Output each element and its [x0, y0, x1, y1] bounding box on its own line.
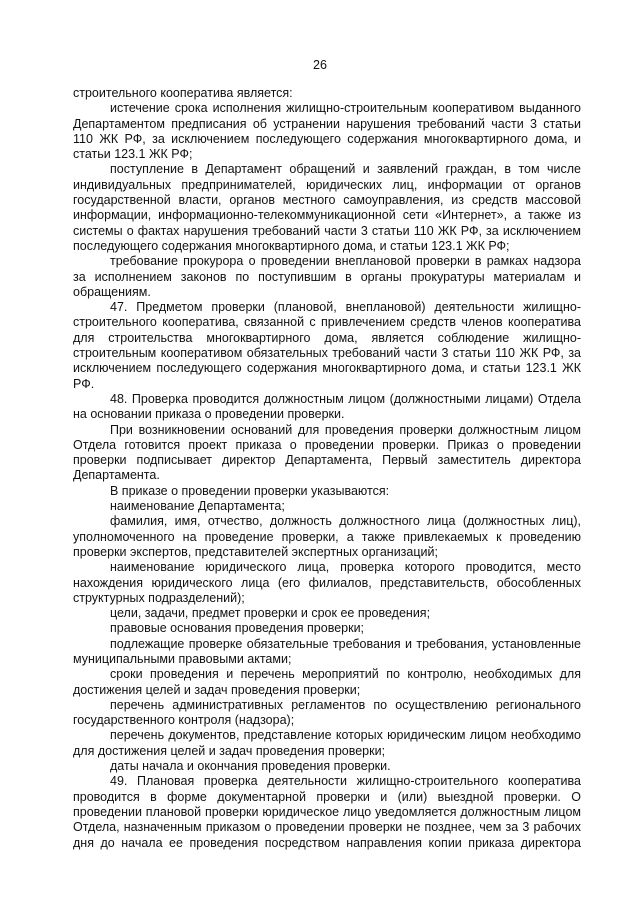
paragraph: цели, задачи, предмет проверки и срок ее проведения;	[110, 606, 431, 621]
paragraph-item-49: 49. Плановая проверка деятельности жилищно-строительного кооператива проводится в форме документарной проверки и (или) выездной проверки. О проведении плановой проверки юридическое лицо уведомляется должностным лицом Отдела, назначенным приказом о проведении проверки не позднее, чем за 3 рабочих дня до начала ее проведения посредством направления копии приказа директора	[73, 774, 581, 850]
document-body	[73, 86, 581, 851]
paragraph: фамилия, имя, отчество, должность должностного лица (должностных лиц), уполномоченного на проведение проверки, а также привлекаемых к проведению проверки экспертов, представителей экспертных организаций;	[73, 514, 581, 559]
page-number: 26	[313, 58, 327, 72]
paragraph: истечение срока исполнения жилищно-строительным кооперативом выданного Департаментом предписания об устранении нарушения требований части 3 статьи 110 ЖК РФ, за исключением последующего содержания многоквартирного дома, и статьи 123.1 ЖК РФ;	[73, 101, 581, 162]
paragraph: При возникновении оснований для проведения проверки должностным лицом Отдела готовится проект приказа о проведении проверки. Приказ о проведении проверки подписывает директор Департамента, Первый заместитель директора Департамента.	[73, 422, 581, 483]
paragraph: сроки проведения и перечень мероприятий по контролю, необходимых для достижения целей и задач проведения проверки;	[73, 667, 581, 697]
paragraph-continuation: строительного кооператива является:	[73, 86, 293, 100]
paragraph: В приказе о проведении проверки указываются:	[110, 483, 390, 498]
paragraph: поступление в Департамент обращений и заявлений граждан, в том числе индивидуальных предпринимателей, юридических лиц, информации от органов государственной власти, органов местного самоуправления, из средств массовой информации, информационно-телекоммуникационной сети «Интернет», а также из системы о фактах нарушения требований части 3 статьи 110 ЖК РФ, за исключением последующего содержания многоквартирного дома, и статьи 123.1 ЖК РФ;	[73, 162, 581, 253]
paragraph: подлежащие проверке обязательные требования и требования, установленные муниципальными правовыми актами;	[73, 636, 581, 666]
paragraph: наименование Департамента;	[110, 499, 285, 514]
paragraph-item-47: 47. Предметом проверки (плановой, внеплановой) деятельности жилищно-строительного кооператива, связанной с привлечением средств членов кооператива для строительства многоквартирного дома, является соблюдение жилищно-строительным кооперативом обязательных требований части 3 статьи 110 ЖК РФ, за исключением последующего содержания многоквартирного дома, и статьи 123.1 ЖК РФ.	[73, 300, 581, 391]
paragraph-item-48: 48. Проверка проводится должностным лицом (должностными лицами) Отдела на основании приказа о проведении проверки.	[73, 391, 581, 422]
paragraph: правовые основания проведения проверки;	[110, 621, 365, 636]
paragraph: перечень административных регламентов по осуществлению регионального государственного контроля (надзора);	[73, 697, 581, 728]
paragraph: даты начала и окончания проведения проверки.	[110, 759, 391, 774]
paragraph: наименование юридического лица, проверка которого проводится, место нахождения юридического лица (его филиалов, представительств, обособленных структурных подразделений);	[73, 560, 581, 605]
paragraph: перечень документов, представление которых юридическим лицом необходимо для достижения целей и задач проведения проверки;	[73, 728, 581, 758]
paragraph: требование прокурора о проведении внеплановой проверки в рамках надзора за исполнением законов по поступившим в органы прокуратуры материалам и обращениям.	[73, 254, 581, 299]
